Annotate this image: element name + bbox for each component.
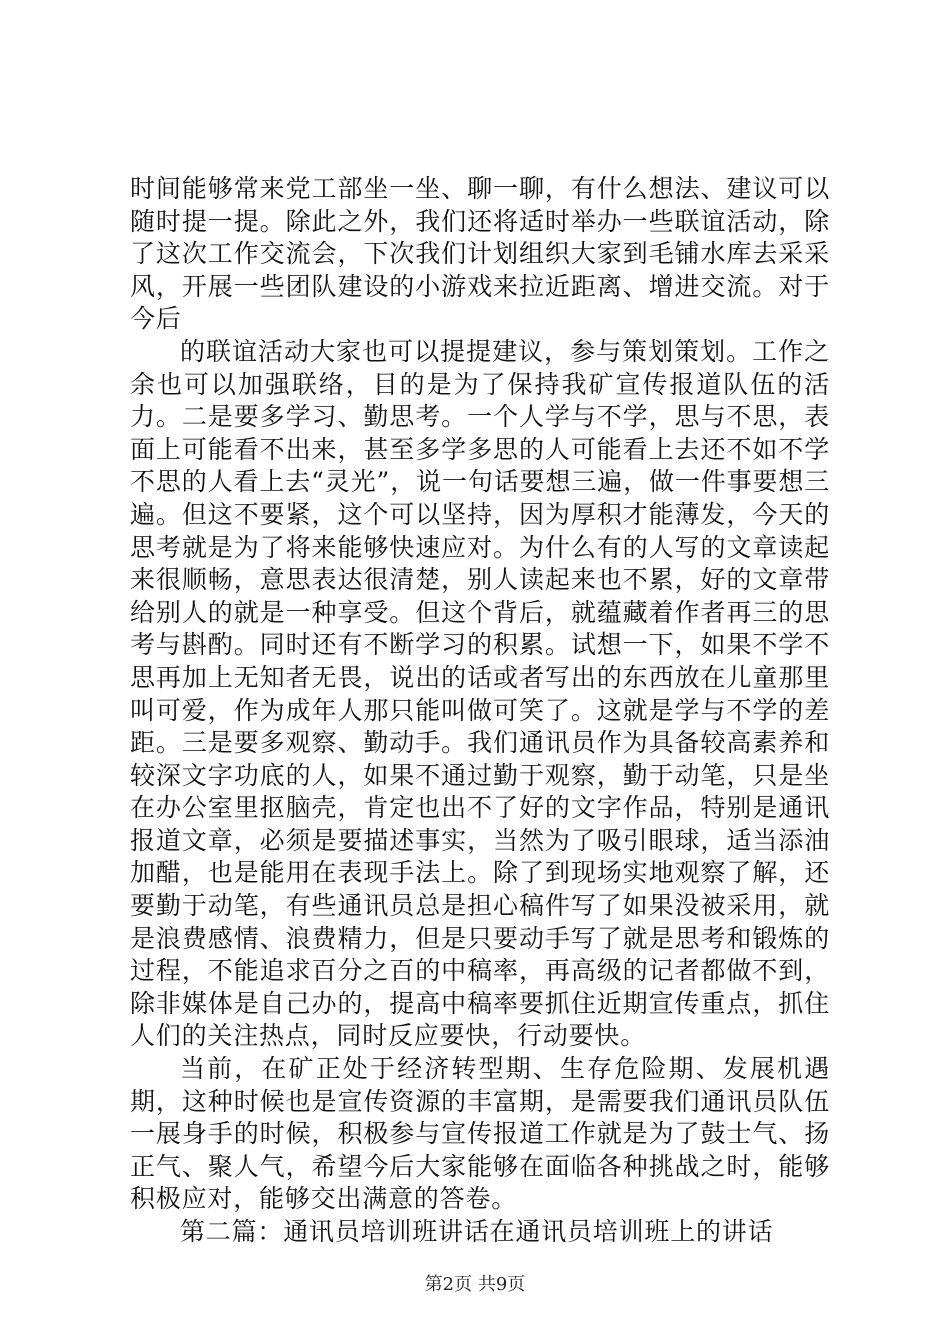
paragraph-2: 的联谊活动大家也可以提提建议，参与策划策划。工作之余也可以加强联络，目的是为了保持我矿宣传报道队伍的活力。二是要多学习、勤思考。一个人学与不学，思与不思，表面上可能看不出来，甚至多学多思的人可能看上去还不如不学不思的人看上去“灵光”，说一句话要想三遍，做一件事要想三遍。但这不要紧，这个可以坚持，因为厚积才能薄发，今天的思考就是为了将来能够快速应对。为什么有的人写的文章读起来很顺畅，意思表达很清楚，别人读起来也不累，好的文章带给别人的就是一种享受。但这个背后，就蕴藏着作者再三的思考与斟酌。同时还有不断学习的积累。试想一下，如果不学不思再加上无知者无畏，说出的话或者写出的东西放在儿童那里叫可爱，作为成年人那只能叫做可笑了。这就是学与不学的差距。三是要多观察、勤动手。我们通讯员作为具备较高素养和较深文字功底的人，如果不通过勤于观察，勤于动笔，只是坐在办公室里抠脑壳，肯定也出不了好的文字作品，特别是通讯报道文章，必须是要描述事实，当然为了吸引眼球，适当添油加醋，也是能用在表现手法上。除了到现场实地观察了解，还要勤于动笔，有些通讯员总是担心稿件写了如果没被采用，就是浪费感情、浪费精力，但是只要动手写了就是思考和锻炼的过程，不能追求百分之百的中稿率，再高级的记者都做不到，除非媒体是自己办的，提高中稿率要抓住近期宣传重点，抓住人们的关注热点，同时反应要快，行动要快。 [130,336,830,1051]
section-heading: 第二篇：通讯员培训班讲话在通讯员培训班上的讲话 [180,1217,774,1246]
body-text [130,173,830,1249]
paragraph-3: 当前，在矿正处于经济转型期、生存危险期、发展机遇期，这种时候也是宣传资源的丰富期，是需要我们通讯员队伍一展身手的时候，积极参与宣传报道工作就是为了鼓士气、扬正气、聚人气，希望今后大家能够在面临各种挑战之时，能够积极应对，能够交出满意的答卷。 [130,1054,830,1214]
paragraph-1: 时间能够常来党工部坐一坐、聊一聊，有什么想法、建议可以随时提一提。除此之外，我们还将适时举办一些联谊活动，除了这次工作交流会，下次我们计划组织大家到毛铺水库去采采风，开展一些团队建设的小游戏来拉近距离、增进交流。对于今后 [130,174,830,334]
page-footer: 第2页 共9页 [424,1274,526,1295]
